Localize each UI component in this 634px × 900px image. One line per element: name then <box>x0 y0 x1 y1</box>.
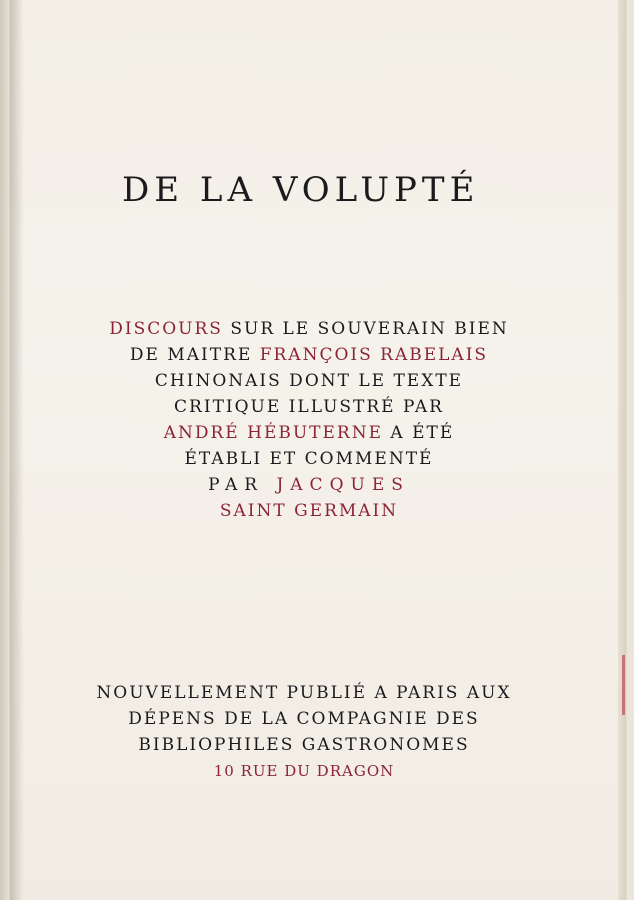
subtitle-line-6: ÉTABLI ET COMMENTÉ <box>184 449 434 469</box>
spine-shadow <box>10 0 24 900</box>
publisher-address: 10 RUE DU DRAGON <box>213 762 395 780</box>
subtitle-line-5 <box>104 420 514 446</box>
publisher-line-2: DÉPENS DE LA COMPAGNIE DES <box>128 709 480 729</box>
publisher-block <box>88 680 520 784</box>
editor-last-name: SAINT GERMAIN <box>219 501 399 521</box>
subtitle-line-1-rest: SUR LE SOUVERAIN BIEN <box>222 319 509 339</box>
publisher-line-3: BIBLIOPHILES GASTRONOMES <box>138 735 470 755</box>
editor-first-name: JACQUES <box>276 475 410 495</box>
title-page <box>10 0 626 900</box>
red-bookmark-edge <box>622 655 625 715</box>
subtitle-line-4: CRITIQUE ILLUSTRÉ PAR <box>174 397 444 417</box>
page-edge <box>618 0 626 900</box>
subtitle-line-7-pre: PAR <box>208 475 277 495</box>
subtitle-line-3: CHINONAIS DONT LE TEXTE <box>154 371 464 391</box>
book-title: DE LA VOLUPTÉ <box>122 170 480 210</box>
subtitle-line-1 <box>104 316 514 342</box>
subtitle-line-5-rest: A ÉTÉ <box>383 423 455 443</box>
subtitle-line-2-pre: DE MAITRE <box>129 345 260 365</box>
publisher-line-1: NOUVELLEMENT PUBLIÉ A PARIS AUX <box>96 683 512 703</box>
discours-word: DISCOURS <box>109 319 223 339</box>
subtitle-line-7 <box>104 472 514 498</box>
illustrator-name: ANDRÉ HÉBUTERNE <box>163 423 384 443</box>
subtitle-block <box>104 316 514 524</box>
subtitle-line-2 <box>104 342 514 368</box>
author-name: FRANÇOIS RABELAIS <box>259 345 489 365</box>
